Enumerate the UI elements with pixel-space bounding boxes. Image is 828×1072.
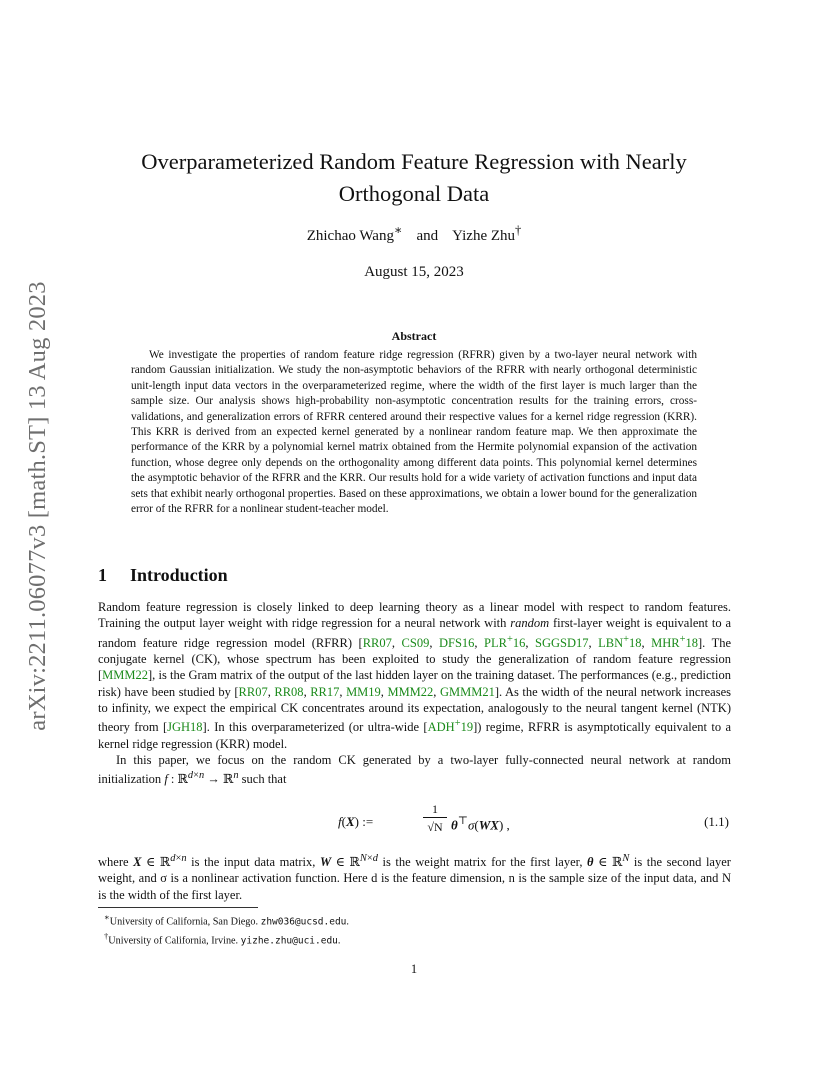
equation-lhs: f(X) := xyxy=(338,814,374,829)
section-number: 1 xyxy=(98,565,107,585)
paragraph: In this paper, we focus on the random CK generated by a two-layer fully-connected neural network at random initialization f : ℝ$^{d\times n}$ → ℝ$^n$ such that xyxy=(98,752,731,787)
paragraph: Random feature regression is closely linked to deep learning theory as a linear model with respect to random features. Training the output layer weight with ridge regression for a neural network with random first-layer weight is equivalent to a random feature ridge regression model (RFRR) [RR07, CS09, DFS16, PLR+16, SGGSD17, LBN+18, MHR+18]. The conjugate kernel (CK), whose spectrum has been exploited to study the generalization of random feature regression [MMM22], is the Gram matrix of the output of the last hidden layer on the training dataset. The performances (e.g., prediction risk) have been studied by [RR07, RR08, RR17, MM19, MMM22, GMMM21]. As the width of the neural network increases to infinity, we expect the empirical CK concentrates around its expectation, analogously to the neural tangent kernel (NTK) theory from [JGH18]. In this overparameterized (or ultra-wide [ADH+19]) regime, RFRR is asymptotically equivalent to a kernel ridge regression (KRR) model. xyxy=(98,600,732,751)
citation-link[interactable]: GMMM21 xyxy=(439,684,495,699)
abstract-text: We investigate the properties of random feature ridge regression (RFRR) given by a two-layer neural network with random Gaussian initialization. We study the non-asymptotic behaviors of the RFRR with nearly orthogonal deterministic unit-length input data vectors in the overparameterized regime, where the width of the first layer is much larger than the sample size. Our analysis shows high-probability non-asymptotic concentration results for the training errors, cross-validations, and generalization errors of RFRR centered around their respective values for a kernel ridge regression (KRR). This KRR is derived from an expected kernel generated by a nonlinear random feature map. We then approximate the performance of the KRR by a polynomial kernel matrix obtained from the Hermite polynomial expansion of the activation function, whose degree only depends on the orthogonality among different data points. This polynomial kernel determines the asymptotic behavior of the RFRR and the KRR. Our results hold for a wide variety of activation functions and input data sets that exhibit nearly orthogonal properties. Based on these approximations, we obtain a lower bound for the generalization error of the RFRR for a nonlinear student-teacher model. xyxy=(131,349,697,516)
equation-1-1 xyxy=(98,802,731,844)
footnotes xyxy=(104,910,349,949)
author-name: Yizhe Zhu xyxy=(452,228,516,244)
citation-link[interactable]: MMM22 xyxy=(102,668,149,683)
citation-link[interactable]: DFS16 xyxy=(438,635,475,650)
authors xyxy=(98,222,730,245)
citation-link[interactable]: MM19 xyxy=(346,684,381,699)
citation-link[interactable]: RR07 xyxy=(238,684,268,699)
citation-link[interactable]: MMM22 xyxy=(387,684,434,699)
citation-link[interactable]: JGH18 xyxy=(167,720,203,735)
abstract-heading: Abstract xyxy=(391,329,437,343)
equation-rhs: θ⊤σ(WX) , xyxy=(451,815,510,833)
paragraph: where X ∈ ℝ$^{d\times n}$ is the input data matrix, W ∈ ℝ$^{N\times d}$ is the weight matrix for the first layer, θ ∈ ℝ$^N$ is the second layer weight, and σ is a nonlinear activation function. Here d is the feature dimension, n is the sample size of the input data, and N is the width of the first layer. xyxy=(98,853,731,902)
author-name: Zhichao Wang xyxy=(306,228,394,244)
abstract-body xyxy=(131,348,697,517)
citation-link[interactable]: SGGSD17 xyxy=(535,635,589,650)
citation-link[interactable]: LBN+18 xyxy=(598,633,642,650)
citation-link[interactable]: RR17 xyxy=(310,684,340,699)
paper-title xyxy=(98,146,730,210)
equation-number: (1.1) xyxy=(704,814,729,829)
citation-link[interactable]: PLR+16 xyxy=(484,633,526,650)
email-link[interactable]: yizhe.zhu@uci.edu xyxy=(240,935,338,947)
section-title: Introduction xyxy=(130,565,228,585)
footnote-rule xyxy=(98,907,258,908)
citation-link[interactable]: RR08 xyxy=(274,684,304,699)
arxiv-side-identifier: arXiv:2211.06077v3 [math.ST] 13 Aug 2023 xyxy=(24,281,51,731)
date: August 15, 2023 xyxy=(364,264,464,280)
intro-body xyxy=(98,599,731,788)
footnote: †University of California, Irvine. yizhe.zhu@uci.edu. xyxy=(104,931,341,947)
footnote: ∗University of California, San Diego. zhw036@ucsd.edu. xyxy=(104,912,349,928)
equation-fraction: 1 √N xyxy=(421,802,449,835)
section-heading xyxy=(98,565,228,586)
citation-link[interactable]: CS09 xyxy=(401,635,430,650)
citation-link[interactable]: RR07 xyxy=(362,635,392,650)
page-number: 1 xyxy=(410,962,418,976)
title-line-2: Orthogonal Data xyxy=(338,181,490,206)
footnote-mark: ∗ xyxy=(393,223,403,237)
citation-link[interactable]: ADH+19 xyxy=(427,718,474,735)
citation-link[interactable]: MHR+18 xyxy=(651,633,699,650)
email-link[interactable]: zhw036@ucsd.edu xyxy=(260,916,347,928)
author-separator: and xyxy=(416,228,439,244)
footnote-mark: † xyxy=(515,223,522,237)
title-line-1: Overparameterized Random Feature Regression with Nearly xyxy=(141,149,687,174)
